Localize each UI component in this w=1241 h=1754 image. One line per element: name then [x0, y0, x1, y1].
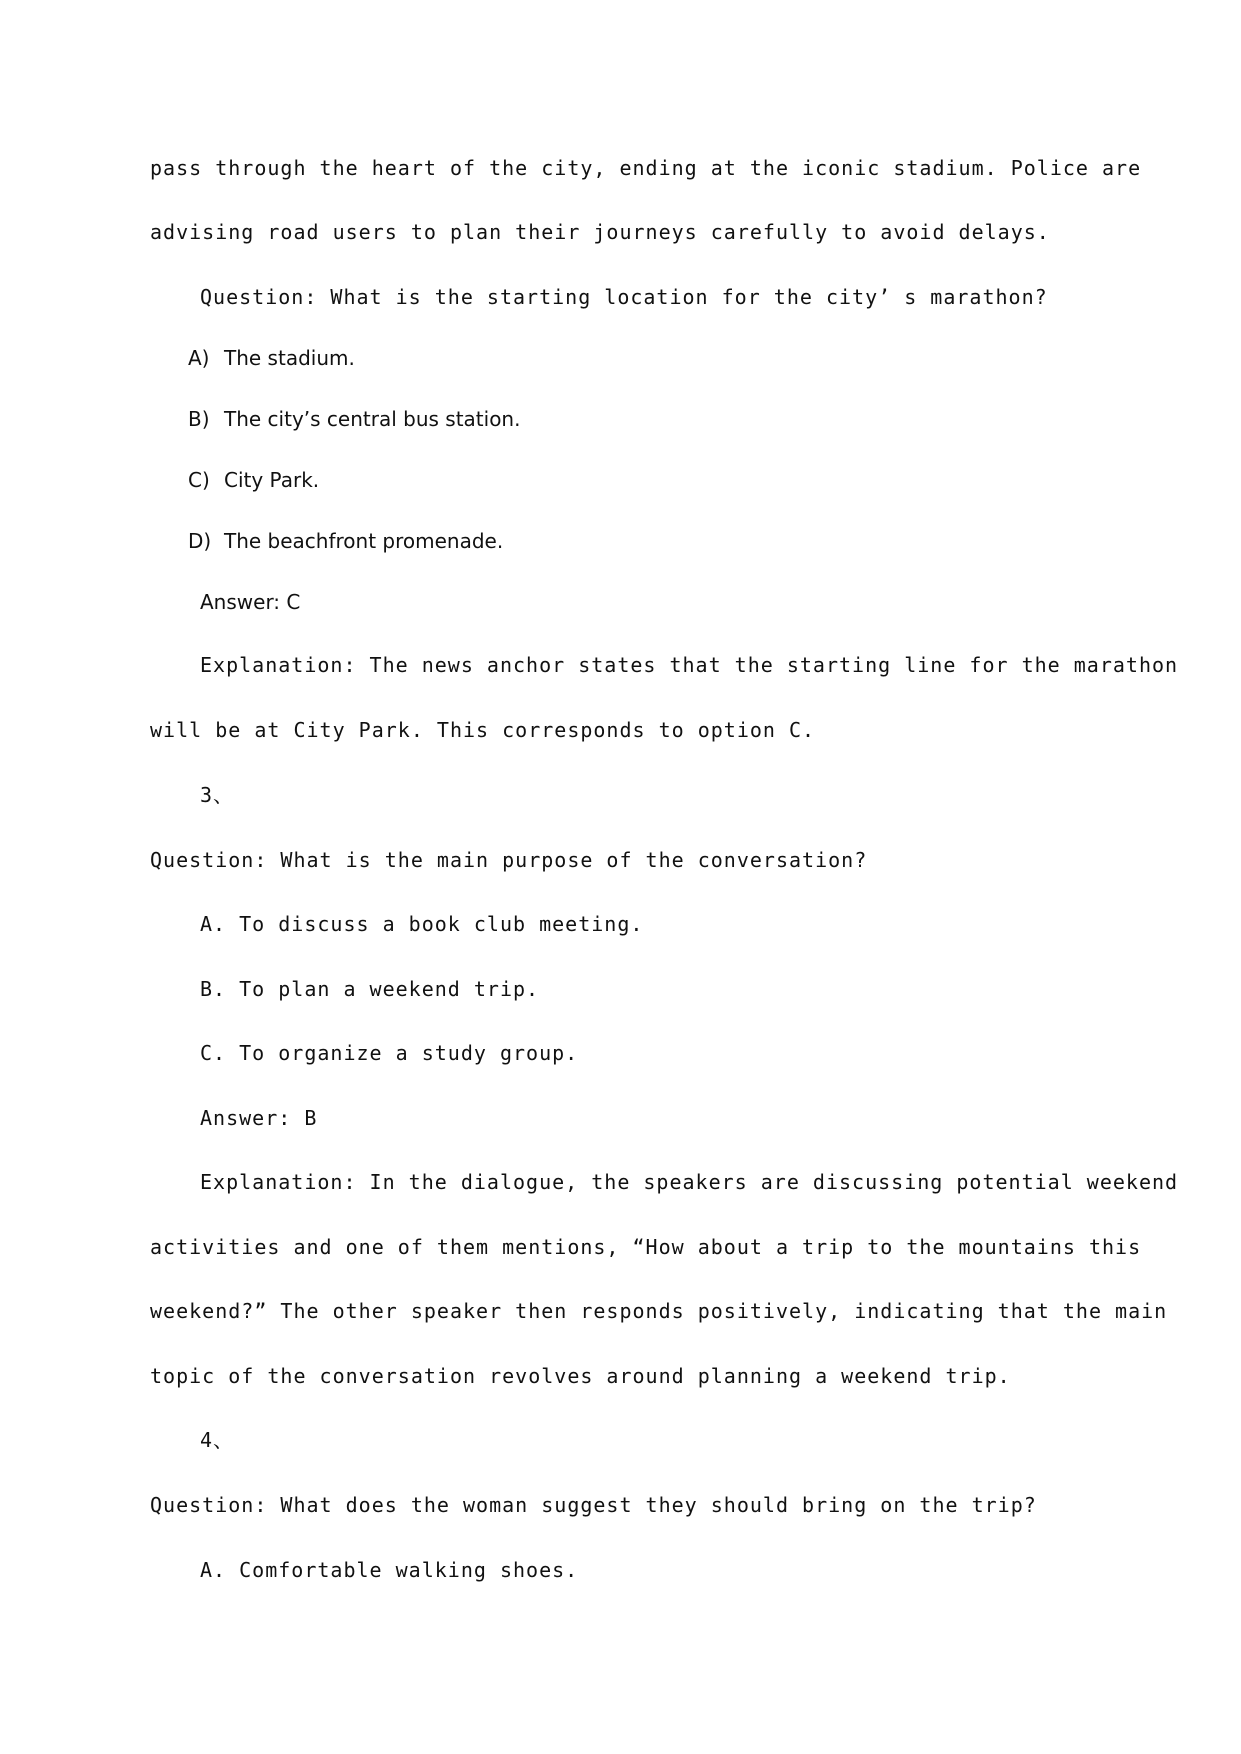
option-text: The stadium. [224, 346, 355, 370]
question-3-explanation-line-1: Explanation: In the dialogue, the speakers are discussing potential weekend [200, 1170, 1179, 1194]
option-letter: B) [188, 407, 210, 431]
question-4-number: 4、 [200, 1428, 235, 1452]
question-2-option-a [188, 348, 355, 368]
passage-line-2: advising road users to plan their journeys carefully to avoid delays. [150, 220, 1050, 244]
option-text: The beachfront promenade. [224, 529, 504, 553]
question-3-answer: Answer: B [200, 1106, 318, 1130]
question-2-explanation-line-2: will be at City Park. This corresponds to option C. [150, 718, 816, 742]
option-letter: C) [188, 468, 210, 492]
option-text: The city’s central bus station. [224, 407, 521, 431]
question-3-option-a: A. To discuss a book club meeting. [200, 912, 644, 936]
question-2-option-b [188, 409, 520, 429]
question-3-explanation-line-3: weekend?” The other speaker then responds positively, indicating that the main [150, 1299, 1168, 1323]
question-4-text: Question: What does the woman suggest they should bring on the trip? [150, 1493, 1037, 1517]
question-2-option-d [188, 531, 503, 551]
question-3-number: 3、 [200, 783, 235, 807]
question-2-answer: Answer: C [200, 590, 301, 614]
question-2-text: Question: What is the starting location for the city’ s marathon? [200, 285, 1048, 309]
option-letter: A) [188, 346, 210, 370]
question-3-explanation-line-4: topic of the conversation revolves around planning a weekend trip. [150, 1364, 1011, 1388]
option-letter: D) [188, 529, 212, 553]
question-3-text: Question: What is the main purpose of the conversation? [150, 848, 868, 872]
question-2-explanation-line-1: Explanation: The news anchor states that the starting line for the marathon [200, 653, 1179, 677]
question-3-option-c: C. To organize a study group. [200, 1041, 579, 1065]
question-3-explanation-line-2: activities and one of them mentions, “How about a trip to the mountains this [150, 1235, 1142, 1259]
question-2-option-c [188, 470, 319, 490]
question-3-option-b: B. To plan a weekend trip. [200, 977, 540, 1001]
passage-line-1: pass through the heart of the city, ending at the iconic stadium. Police are [150, 156, 1142, 180]
question-4-option-a: A. Comfortable walking shoes. [200, 1558, 579, 1582]
option-text: City Park. [224, 468, 320, 492]
